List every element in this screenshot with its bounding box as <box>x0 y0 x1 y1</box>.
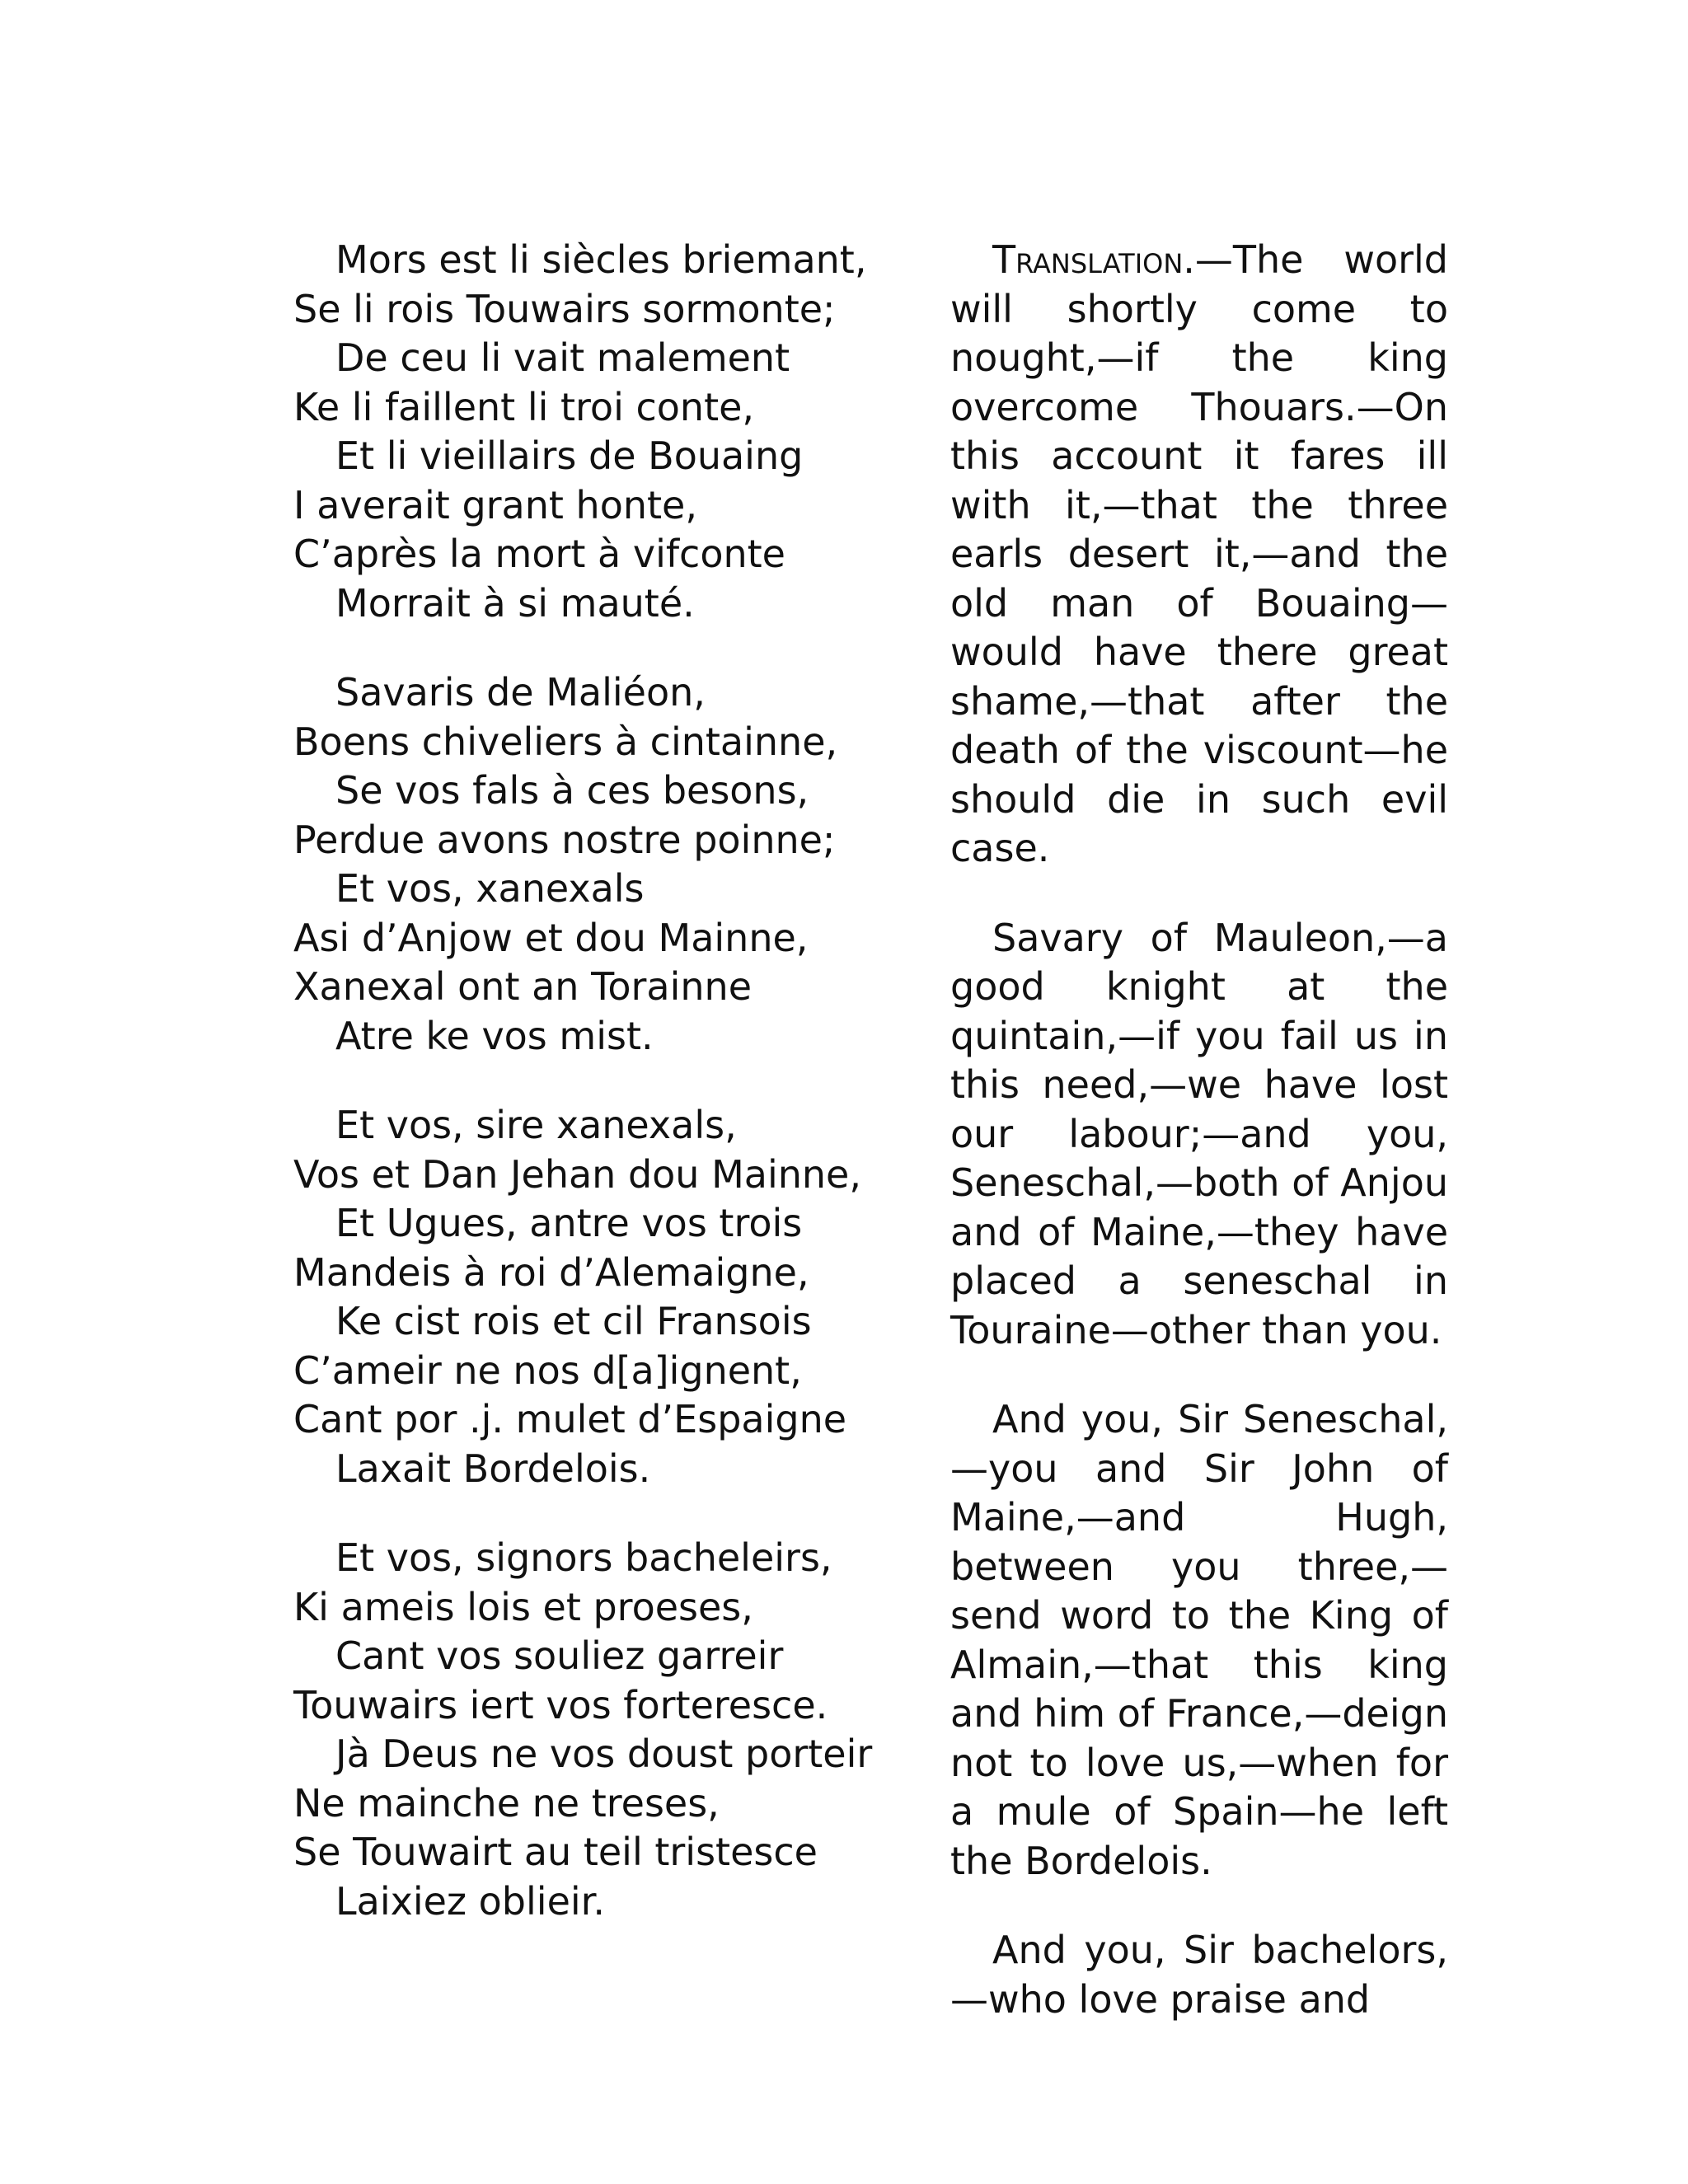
poem-line: Laxait Bordelois. <box>335 1446 651 1491</box>
poem-line: Et vos, sire xanexals, <box>335 1103 737 1147</box>
translation-column <box>950 236 1448 2022</box>
poem-line: Mandeis à roi d’Alemaigne, <box>293 1249 809 1295</box>
poem-column <box>293 236 887 1966</box>
poem-line: Se vos fals à ces besons, <box>335 768 809 813</box>
poem-line: Ke li faillent li troi conte, <box>293 384 755 429</box>
poem-line: Boens chiveliers à cintainne, <box>293 719 838 764</box>
poem-line: Ne mainche ne treses, <box>293 1780 720 1825</box>
stanza-1 <box>293 236 887 628</box>
poem-line: Morrait à si mauté. <box>335 580 695 626</box>
translation-text: .—The world will shortly come to nought,—if the king overcome Thouars.—On this account it fares ill with it,—that the three earls desert it,—and the old man of Bouaing—would have there great shame,—that after the death of the viscount—he should die in such evil case. <box>950 237 1448 870</box>
poem-line: Vos et Dan Jehan dou Mainne, <box>293 1151 861 1197</box>
poem-line: Touwairs iert vos forteresce. <box>293 1682 828 1727</box>
translation-paragraph-3: And you, Sir Seneschal,—you and Sir John of Maine,—and Hugh, between you three,—send word to the King of Almain,—that this king and him of France,—deign not to love us,—when for a mule of Spain—he left the Bordelois. <box>950 1397 1448 1883</box>
stanza-2 <box>293 668 887 1061</box>
poem-line: Xanexal ont an Torainne <box>293 964 752 1009</box>
poem-line: Ki ameis lois et proeses, <box>293 1584 753 1629</box>
poem-line: Atre ke vos mist. <box>335 1013 654 1058</box>
poem-line: C’après la mort à vifconte <box>293 532 785 576</box>
stanza-3 <box>293 1101 887 1493</box>
poem-line: Cant por .j. mulet d’Espaigne <box>293 1397 847 1441</box>
poem-line: Mors est li siècles briemant, <box>335 237 867 282</box>
poem-line: Et vos, xanexals <box>335 866 645 911</box>
poem-line: Laixiez oblieir. <box>335 1878 605 1924</box>
translation-paragraph-2: Savary of Mauleon,—a good knight at the quintain,—if you fail us in this need,—we have lost our labour;—and you, Seneschal,—both of Anjou and of Maine,—they have placed a seneschal in Touraine—other than you. <box>950 915 1448 1352</box>
poem-line: Et li vieillairs de Bouaing <box>335 434 804 478</box>
translation-label: Translation <box>992 237 1184 282</box>
poem-line: I averait grant honte, <box>293 482 697 527</box>
poem-line: Cant vos souliez garreir <box>335 1633 784 1678</box>
poem-line: Asi d’Anjow et dou Mainne, <box>293 915 809 960</box>
poem-line: Savaris de Maliéon, <box>335 670 706 715</box>
stanza-4 <box>293 1534 887 1926</box>
translation-paragraph-1 <box>950 236 1448 874</box>
poem-line: Jà Deus ne vos doust porteir <box>335 1732 873 1776</box>
poem-line: Se li rois Touwairs sormonte; <box>293 286 836 331</box>
translation-paragraph-4: And you, Sir bachelors,—who love praise and <box>950 1928 1448 2022</box>
poem-line: Et Ugues, antre vos trois <box>335 1201 803 1245</box>
poem-line: Perdue avons nostre poinne; <box>293 817 836 862</box>
poem-line: C’ameir ne nos d[a]ignent, <box>293 1347 802 1393</box>
poem-line: De ceu li vait malement <box>335 335 790 380</box>
poem-line: Et vos, signors bacheleirs, <box>335 1535 832 1580</box>
poem-line: Se Touwairt au teil tristesce <box>293 1830 818 1874</box>
poem-line: Ke cist rois et cil Fransois <box>335 1299 812 1343</box>
